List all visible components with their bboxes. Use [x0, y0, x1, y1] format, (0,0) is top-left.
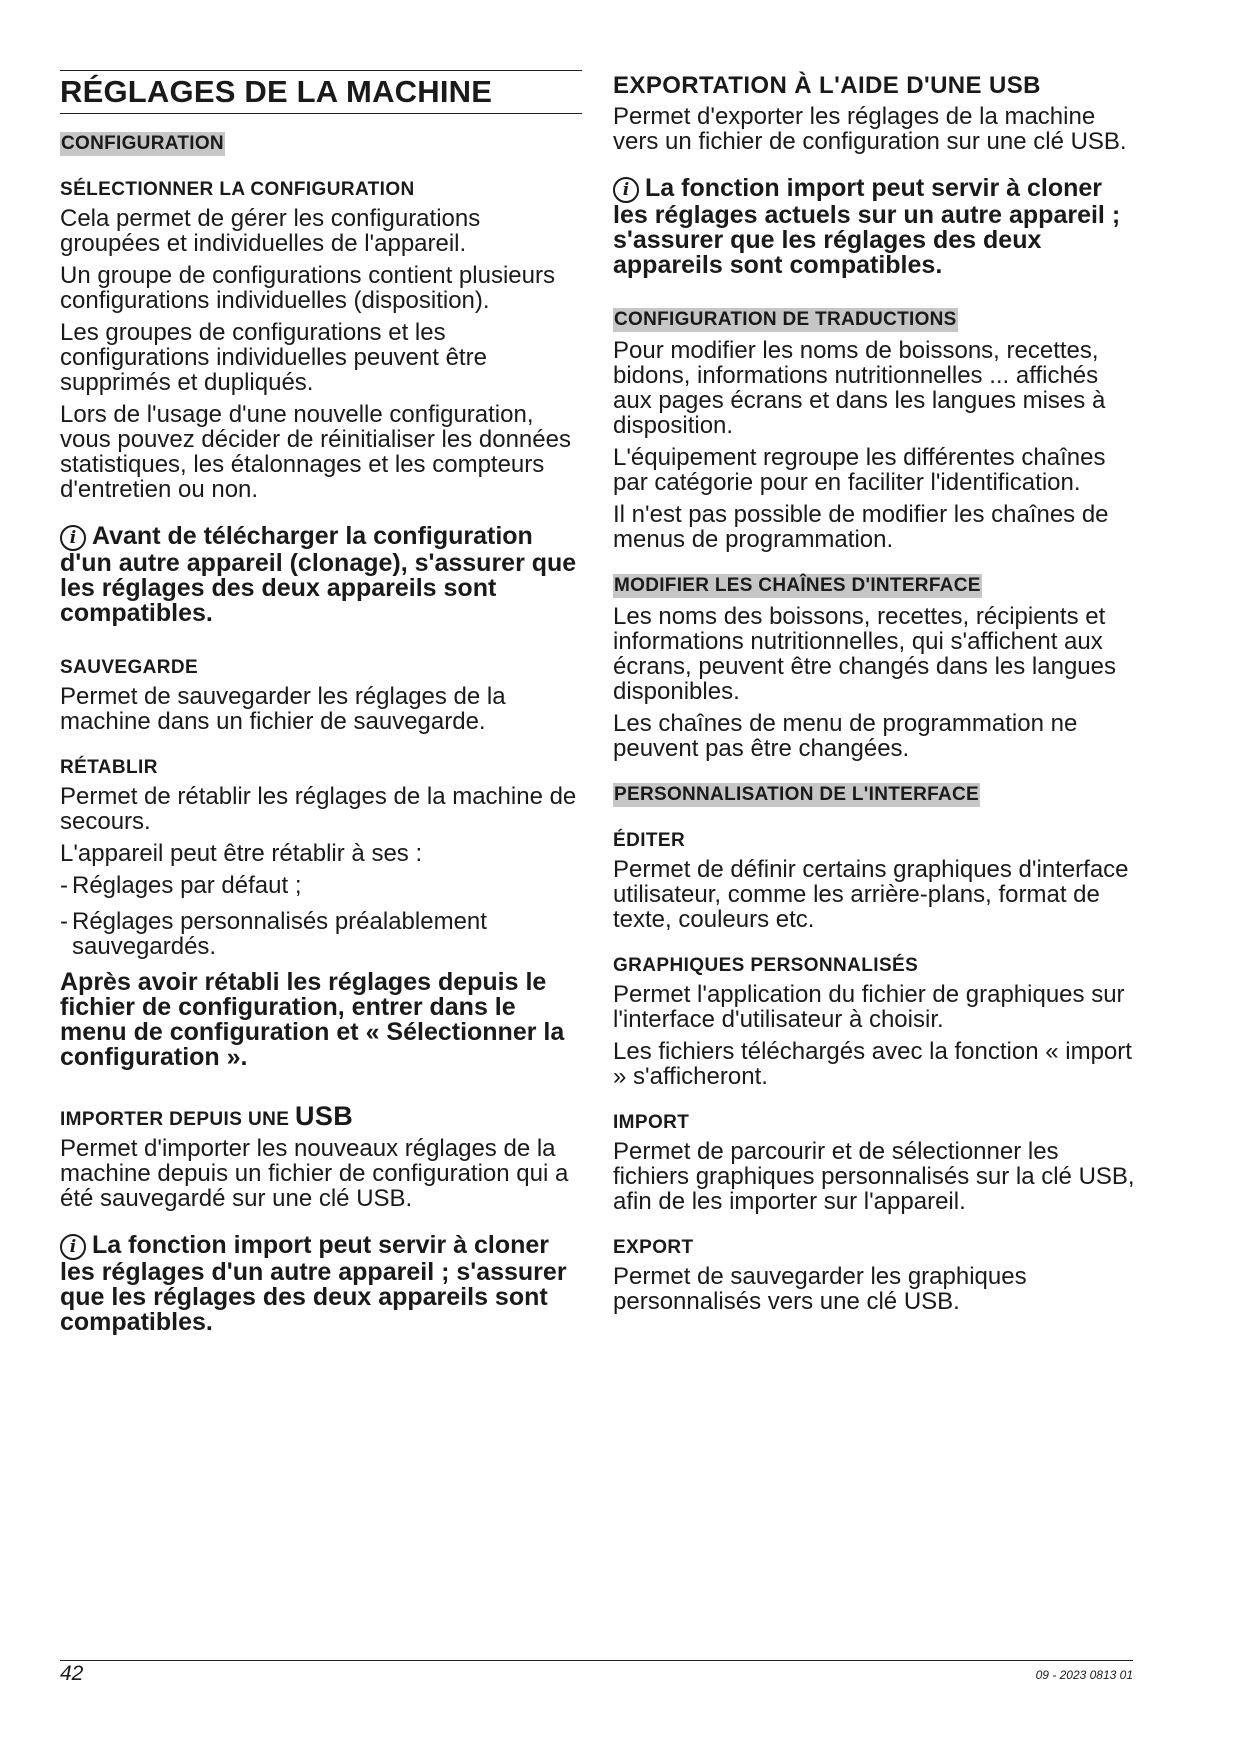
interface-strings-p1: Les noms des boissons, recettes, récipients et informations nutritionnelles, qui s'affichent aux écrans, peuvent être changés dans les langues disponibles. [613, 603, 1117, 705]
export-p1: Permet de sauvegarder les graphiques personnalisés vers une clé USB. [613, 1263, 1027, 1315]
backup-p1: Permet de sauvegarder les réglages de la machine dans un fichier de sauvegarde. [60, 683, 506, 735]
right-column [613, 70, 1141, 1321]
import-p1: Permet de parcourir et de sélectionner les fichiers graphiques personnalisés sur la clé USB, afin de les importer sur l'appareil. [613, 1138, 1135, 1215]
restore-item-2: Réglages personnalisés préalablement sauvegardés. [72, 908, 487, 960]
import-usb-p1: Permet d'importer les nouveaux réglages de la machine depuis un fichier de configuration qui a été sauvegardé sur une clé USB. [60, 1135, 569, 1212]
page-title: RÉGLAGES DE LA MACHINE [60, 70, 582, 114]
select-config-p1: Cela permet de gérer les configurations groupées et individuelles de l'appareil. [60, 205, 481, 257]
footer-divider [60, 1660, 1133, 1661]
personalization-label: PERSONNALISATION DE L'INTERFACE [614, 784, 979, 805]
restore-heading: RÉTABLIR [60, 757, 158, 778]
import-usb-heading-usb: USB [294, 1101, 354, 1131]
export-usb-heading: EXPORTATION À L'AIDE D'UNE USB [613, 72, 1041, 99]
list-item: - Réglages par défaut ; [60, 872, 302, 899]
import-usb-heading [60, 1100, 582, 1132]
export-usb-p1: Permet d'exporter les réglages de la machine vers un fichier de configuration sur une clé USB. [613, 103, 1127, 155]
export-usb-note [613, 176, 1141, 278]
select-config-heading: SÉLECTIONNER LA CONFIGURATION [60, 179, 415, 200]
import-usb-note [60, 1233, 582, 1335]
import-usb-note-text: La fonction import peut servir à cloner les réglages d'un autre appareil ; s'assurer que les réglages des deux appareils sont compatibles. [60, 1231, 567, 1336]
configuration-label: CONFIGURATION [61, 133, 224, 154]
info-icon: i [613, 177, 639, 203]
info-icon: i [60, 1234, 86, 1260]
page-number: 42 [60, 1662, 84, 1685]
restore-p1: Permet de rétablir les réglages de la machine de secours. [60, 783, 577, 835]
translations-p2: L'équipement regroupe les différentes chaînes par catégorie pour en faciliter l'identification. [613, 444, 1106, 496]
edit-heading: ÉDITER [613, 830, 686, 851]
select-config-p2: Un groupe de configurations contient plusieurs configurations individuelles (disposition). [60, 262, 555, 314]
select-config-p3: Les groupes de configurations et les configurations individuelles peuvent être supprimés et dupliqués. [60, 319, 487, 396]
left-column [60, 70, 582, 1365]
interface-strings-p2: Les chaînes de menu de programmation ne peuvent pas être changées. [613, 710, 1078, 762]
restore-p2: L'appareil peut être rétablir à ses : [60, 840, 423, 867]
translations-label: CONFIGURATION DE TRADUCTIONS [614, 309, 957, 330]
document-code: 09 - 2023 0813 01 [1035, 1668, 1133, 1682]
custom-graphics-heading: GRAPHIQUES PERSONNALISÉS [613, 955, 919, 976]
translations-p1: Pour modifier les noms de boissons, recettes, bidons, informations nutritionnelles ... affichés aux pages écrans et dans les langues mises à disposition. [613, 337, 1106, 439]
export-usb-note-text: La fonction import peut servir à cloner les réglages actuels sur un autre appareil ; s'assurer que les réglages des deux appareils sont compatibles. [613, 174, 1121, 279]
info-icon: i [60, 525, 86, 551]
backup-heading: SAUVEGARDE [60, 657, 199, 678]
select-config-note-text: Avant de télécharger la configuration d'un autre appareil (clonage), s'assurer que les réglages des deux appareils sont compatibles. [60, 522, 577, 627]
edit-p1: Permet de définir certains graphiques d'interface utilisateur, comme les arrière-plans, format de texte, couleurs etc. [613, 856, 1129, 933]
import-heading: IMPORT [613, 1112, 690, 1133]
custom-graphics-p2: Les fichiers téléchargés avec la fonction « import » s'afficheront. [613, 1038, 1132, 1090]
interface-strings-label: MODIFIER LES CHAÎNES D'INTERFACE [614, 575, 981, 596]
restore-item-1: Réglages par défaut ; [72, 872, 302, 899]
export-heading: EXPORT [613, 1237, 694, 1258]
restore-note: Après avoir rétabli les réglages depuis le fichier de configuration, entrer dans le menu de configuration et « Sélectionner la configuration ». [60, 968, 565, 1071]
import-usb-heading-prefix: IMPORTER DEPUIS UNE [60, 1109, 290, 1130]
select-config-p4: Lors de l'usage d'une nouvelle configuration, vous pouvez décider de réinitialiser les données statistiques, les étalonnages et les compteurs d'entretien ou non. [60, 401, 571, 503]
select-config-note [60, 524, 582, 626]
translations-p3: Il n'est pas possible de modifier les chaînes de menus de programmation. [613, 501, 1109, 553]
list-item: - Réglages personnalisés préalablement sauvegardés. [60, 909, 582, 959]
custom-graphics-p1: Permet l'application du fichier de graphiques sur l'interface d'utilisateur à choisir. [613, 981, 1125, 1033]
